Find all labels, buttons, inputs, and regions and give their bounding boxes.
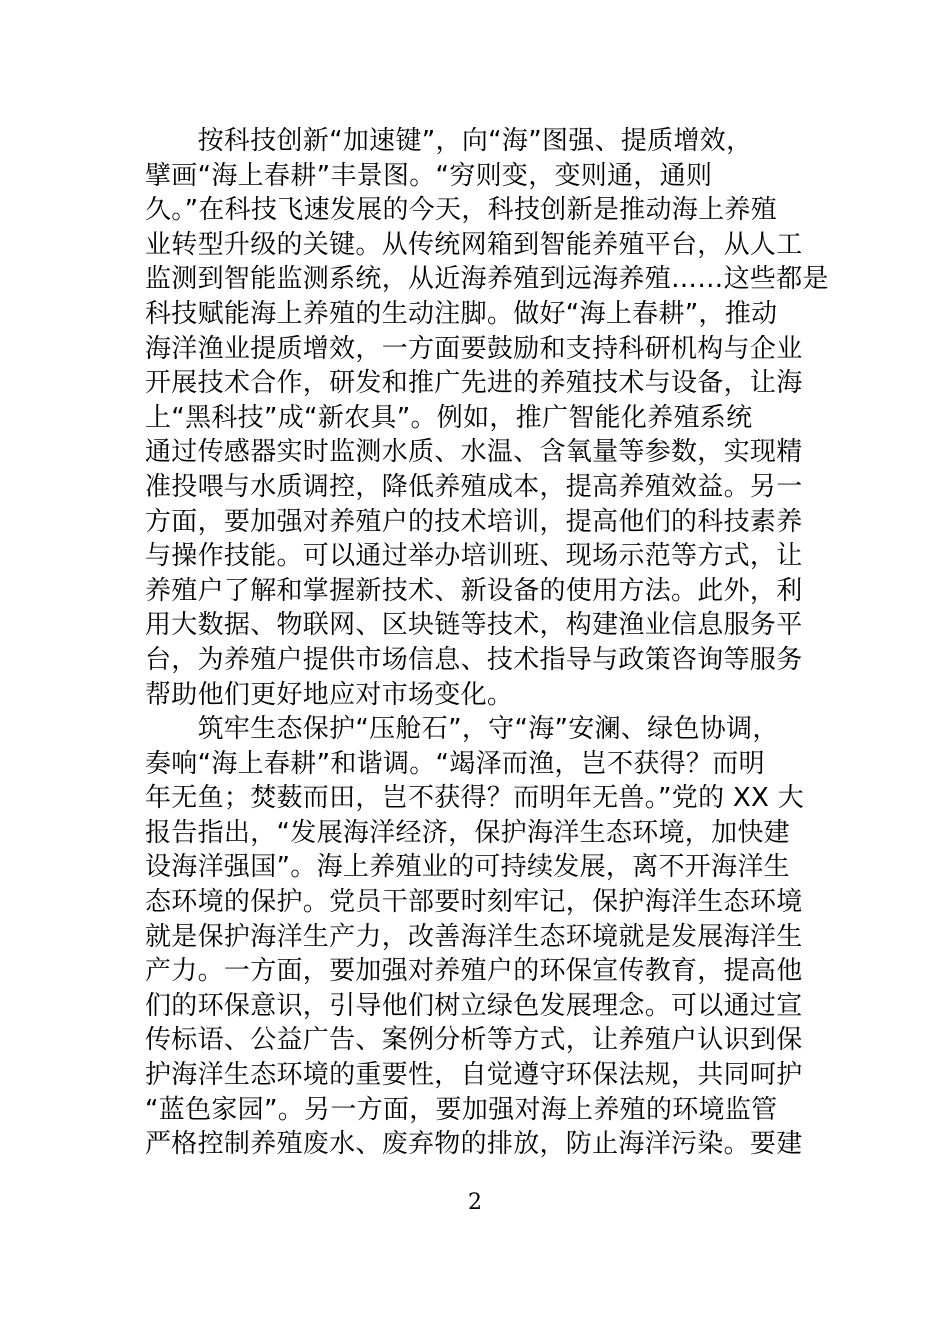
text-line: 与操作技能。可以通过举办培训班、现场示范等方式，让 [145, 541, 803, 572]
text-line: 海洋渔业提质增效，一方面要鼓励和支持科研机构与企业 [145, 333, 803, 364]
text-line: 们的环保意识，引导他们树立绿色发展理念。可以通过宣 [145, 990, 803, 1021]
page-number: 2 [468, 1190, 482, 1215]
text-line: 筑牢生态保护“压舱石”，守“海”安澜、绿色协调， [145, 714, 779, 745]
text-line: 产力。一方面，要加强对养殖户的环保宣传教育，提高他 [145, 956, 803, 987]
text-line: 方面，要加强对养殖户的技术培训，提高他们的科技素养 [145, 506, 803, 537]
text-line: 台，为养殖户提供市场信息、技术指导与政策咨询等服务 [145, 644, 803, 675]
text-line: 按科技创新“加速键”，向“海”图强、提质增效， [145, 126, 753, 156]
body-text [145, 124, 865, 1162]
text-line: 久。”在科技飞速发展的今天，科技创新是推动海上养殖 [145, 195, 777, 226]
text-line: 设海洋强国”。海上养殖业的可持续发展，离不开海洋生 [145, 852, 790, 883]
text-line: 监测到智能监测系统，从近海养殖到远海养殖……这些都是 [145, 264, 829, 295]
text-line: 用大数据、物联网、区块链等技术，构建渔业信息服务平 [145, 610, 803, 641]
text-line: 帮助他们更好地应对市场变化。 [145, 679, 514, 710]
text-line: 就是保护海洋生产力，改善海洋生态环境就是发展海洋生 [145, 921, 803, 952]
text-line: 奏响“海上春耕”和谐调。“竭泽而渔，岂不获得？而明 [145, 748, 765, 779]
text-line: 报告指出，“发展海洋经济，保护海洋生态环境，加快建 [145, 817, 790, 848]
text-line: 护海洋生态环境的重要性，自觉遵守环保法规，共同呵护 [145, 1060, 803, 1091]
text-line: 上“黑科技”成“新农具”。例如，推广智能化养殖系统 [145, 402, 753, 433]
text-line: 年无鱼；焚薮而田，岂不获得？而明年无兽。”党的 XX 大 [145, 783, 805, 814]
text-line: 养殖户了解和掌握新技术、新设备的使用方法。此外，利 [145, 575, 803, 606]
text-line: 科技赋能海上养殖的生动注脚。做好“海上春耕”，推动 [145, 298, 778, 329]
text-line: 擘画“海上春耕”丰景图。“穷则变，变则通，通则 [145, 160, 713, 191]
text-line: 严格控制养殖废水、废弃物的排放，防止海洋污染。要建 [145, 1129, 803, 1160]
text-line: 准投喂与水质调控，降低养殖成本，提高养殖效益。另一 [145, 471, 803, 502]
text-line: 业转型升级的关键。从传统网箱到智能养殖平台，从人工 [145, 229, 803, 260]
text-line: 传标语、公益广告、案例分析等方式，让养殖户认识到保 [145, 1025, 803, 1056]
text-line: 开展技术合作，研发和推广先进的养殖技术与设备，让海 [145, 368, 803, 399]
text-line: 通过传感器实时监测水质、水温、含氧量等参数，实现精 [145, 437, 803, 468]
text-line: “蓝色家园”。另一方面，要加强对海上养殖的环境监管 [145, 1094, 778, 1125]
text-line: 态环境的保护。党员干部要时刻牢记，保护海洋生态环境 [145, 887, 803, 918]
